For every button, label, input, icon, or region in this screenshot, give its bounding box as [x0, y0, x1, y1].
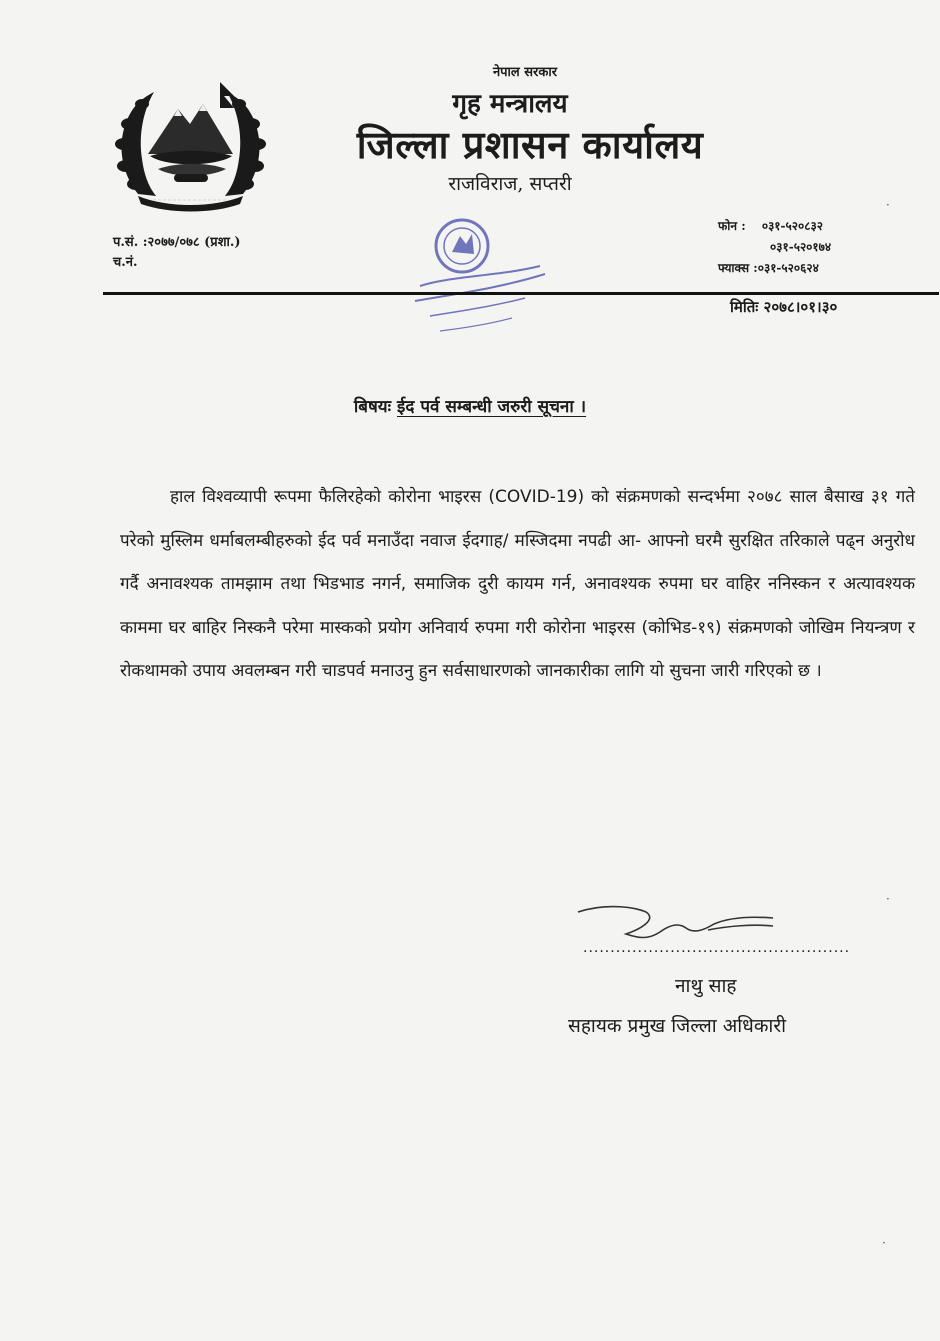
header-divider	[103, 292, 939, 295]
scan-speck: ·	[886, 892, 890, 906]
fax-number: फ्याक्स :०३१-५२०६२४	[718, 261, 819, 275]
signer-name: नाथु साह	[675, 975, 737, 997]
office-location: राजविराज, सप्तरी	[448, 173, 572, 195]
notice-body	[120, 476, 915, 694]
phone-number-2: ०३१-५२०१७४	[770, 240, 832, 254]
subject-line	[0, 394, 940, 417]
phone-row	[718, 216, 831, 237]
phone-label: फोन :	[718, 219, 746, 233]
dispatch-number: च.नं.	[113, 255, 138, 270]
phone-number-1: ०३१-५२०८३२	[761, 219, 823, 233]
subject-text: ईद पर्व सम्बन्धी जरुरी सूचना ।	[397, 397, 587, 417]
notice-body-text: हाल विश्वव्यापी रूपमा फैलिरहेको कोरोना भाइरस (COVID-19) को संक्रमणको सन्दर्भमा २०७८ साल बैसाख ३१ गते परेको मुस्लिम धर्माबलम्बीहरुको ईद पर्व मनाउँदा नवाज ईदगाह/ मस्जिदमा नपढी आ- आफ्नो घरमै सुरक्षित तरिकाले पढ्न अनुरोध गर्दै अनावश्यक तामझाम तथा भिडभाड नगर्न, समाजिक दुरी कायम गर्न, अनावश्यक रुपमा घर वाहिर ननिस्कन र अत्यावश्यक काममा घर बाहिर निस्कनै परेमा मास्कको प्रयोग अनिवार्य रुपमा गरी कोरोना भाइरस (कोभिड-१९) संक्रमणको जोखिम नियन्त्रण र रोकथामको उपाय अवलम्बन गरी चाडपर्व मनाउनु हुन सर्वसाधारणको जानकारीका लागि यो सुचना जारी गरिएको छ ।	[120, 487, 915, 681]
office-stamp-icon	[400, 206, 550, 346]
government-name: नेपाल सरकार	[492, 65, 558, 80]
contact-block	[718, 216, 831, 279]
signature-line: .................................................	[583, 940, 851, 956]
ministry-name: गृह मन्त्रालय	[452, 89, 568, 119]
office-name: जिल्ला प्रशासन कार्यालय	[356, 122, 704, 167]
scan-speck: ·	[882, 1236, 886, 1250]
signer-title: सहायक प्रमुख जिल्ला अधिकारी	[568, 1015, 787, 1037]
subject-label: बिषयः	[353, 397, 392, 417]
letter-date: मितिः २०७८।०१।३०	[730, 298, 838, 316]
letter-number: प.सं. :२०७७/०७८ (प्रशा.)	[113, 235, 241, 250]
scan-speck: ·	[886, 198, 890, 212]
